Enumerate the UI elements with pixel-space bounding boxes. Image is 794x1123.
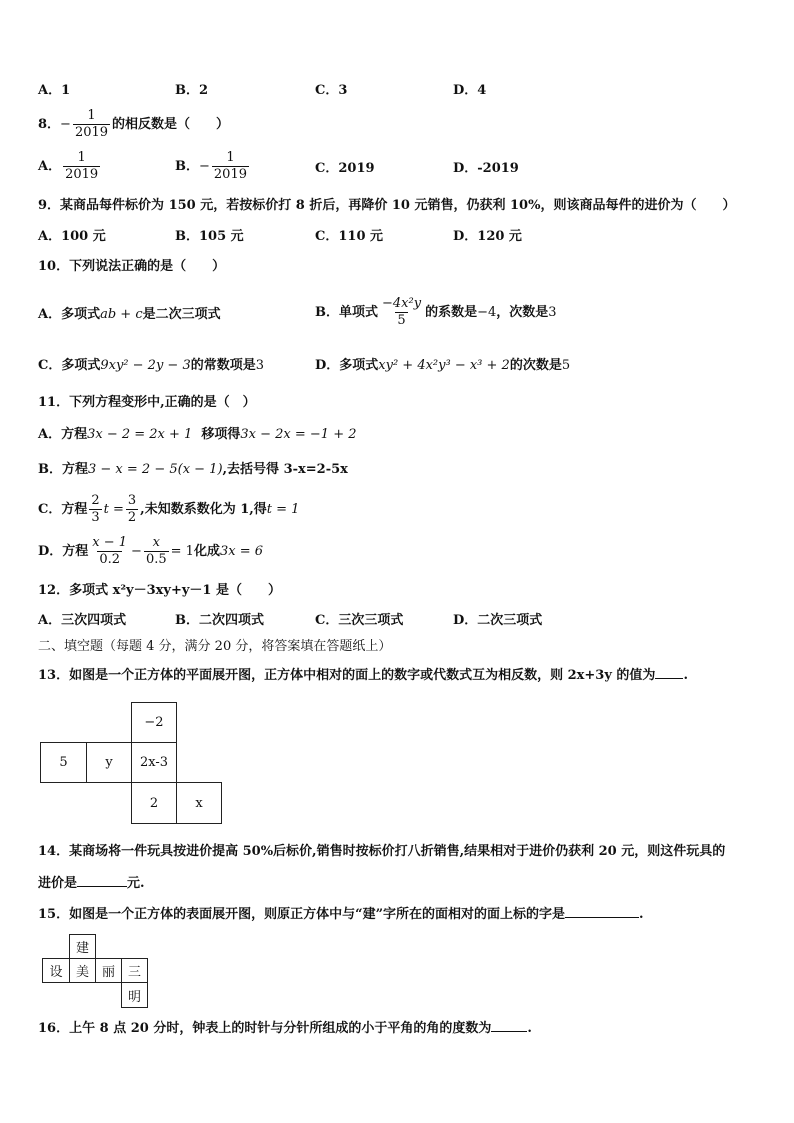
q8-option-b: B．− $\frac{1}{2019}$ bbox=[175, 150, 247, 182]
q13-cell-bottom-1: 2 bbox=[131, 782, 177, 824]
q10-option-c: C．多项式9xy² − 2y − 3的常数项是3 bbox=[38, 358, 265, 373]
q12-stem: 12．多项式 x²y－3xy+y－1 是（ ） bbox=[38, 583, 281, 598]
q12-option-d: D．二次三项式 bbox=[453, 613, 543, 628]
q7-option-b: B．2 bbox=[175, 83, 209, 98]
q7-option-c: C．3 bbox=[315, 83, 348, 98]
q15-cell-3: 丽 bbox=[95, 958, 122, 983]
q9-option-a: A．100 元 bbox=[38, 229, 106, 244]
q10-option-a: A．多项式ab + c是二次三项式 bbox=[38, 307, 221, 322]
q8-option-a: A． $\frac{1}{2019}$ bbox=[38, 150, 99, 182]
q10-option-d: D．多项式xy² + 4x²y³ − x³ + 2的次数是5 bbox=[315, 358, 571, 373]
q13-stem: 13．如图是一个正方体的平面展开图，正方体中相对的面上的数字或代数式互为相反数，则 2x+3y 的值为 . bbox=[38, 665, 688, 685]
q10-stem: 10．下列说法正确的是（ ） bbox=[38, 259, 226, 274]
q15-cell-1: 设 bbox=[42, 958, 70, 983]
q8-stem: 8．− $\frac{1}{2019}$ 的相反数是（ ） bbox=[38, 108, 230, 140]
q13-cell-bottom-2: x bbox=[176, 782, 222, 824]
q10-option-b: B．单项式 $\frac{\text{−4x²y}}{5}$ 的系数是−4，次数是3 bbox=[315, 296, 557, 328]
q7-option-d: D．4 bbox=[453, 83, 487, 98]
q11-option-b: B．方程3 − x = 2 − 5(x − 1),去括号得 3-x=2-5x bbox=[38, 462, 348, 477]
q13-cell-top: −2 bbox=[131, 702, 177, 743]
q11-option-a: A．方程3x − 2 = 2x + 1 移项得3x − 2x = −1 + 2 bbox=[38, 427, 357, 442]
q15-cell-top: 建 bbox=[69, 934, 96, 959]
q11-option-c: C．方程 $\frac{2}{3}$ t = $\frac{3}{2}$ ,未知数系数化为 1,得t = 1 bbox=[38, 493, 300, 525]
q16-answer-blank[interactable] bbox=[491, 1018, 527, 1032]
q12-option-a: A．三次四项式 bbox=[38, 613, 127, 628]
q8-option-d: D．-2019 bbox=[453, 161, 519, 176]
q9-stem: 9．某商品每件标价为 150 元，若按标价打 8 折后，再降价 10 元销售，仍获利 10%，则该商品每件的进价为（ ） bbox=[38, 198, 736, 213]
section-heading: 二、填空题（每题 4 分，满分 20 分，将答案填在答题纸上） bbox=[38, 639, 392, 654]
q15-cube-net bbox=[42, 934, 148, 1008]
q15-stem: 15．如图是一个正方体的表面展开图，则原正方体中与“建”字所在的面相对的面上标的字是 . bbox=[38, 904, 644, 924]
q13-answer-blank[interactable] bbox=[655, 665, 683, 679]
q15-cell-2: 美 bbox=[69, 958, 96, 983]
q16-stem: 16．上午 8 点 20 分时，钟表上的时针与分针所组成的小于平角的角的度数为 . bbox=[38, 1018, 532, 1038]
q13-cell-1: 5 bbox=[40, 742, 87, 783]
q9-option-c: C．110 元 bbox=[315, 229, 384, 244]
q15-answer-blank[interactable] bbox=[565, 904, 639, 918]
q11-option-d: D．方程 $\frac{x - 1}{0.2}$ − $\frac{x}{0.5}$ = 1化成3x = 6 bbox=[38, 535, 263, 567]
q15-cell-bottom: 明 bbox=[121, 982, 148, 1008]
q14-stem-line1: 14．某商场将一件玩具按进价提高 50%后标价,销售时按标价打八折销售,结果相对于进价仍获利 20 元，则这件玩具的 bbox=[38, 844, 726, 859]
q12-option-c: C．三次三项式 bbox=[315, 613, 404, 628]
q11-stem: 11．下列方程变形中,正确的是（ ） bbox=[38, 395, 256, 410]
q14-stem-line2: 进价是 元. bbox=[38, 873, 145, 893]
q9-option-b: B．105 元 bbox=[175, 229, 244, 244]
q14-answer-blank[interactable] bbox=[77, 873, 127, 887]
q12-option-b: B．二次四项式 bbox=[175, 613, 264, 628]
q9-option-d: D．120 元 bbox=[453, 229, 522, 244]
q8-option-c: C．2019 bbox=[315, 161, 375, 176]
q13-cell-2: y bbox=[86, 742, 132, 783]
q13-cell-3: 2x-3 bbox=[131, 742, 177, 783]
q7-option-a: A．1 bbox=[38, 83, 71, 98]
q13-cube-net bbox=[40, 702, 224, 824]
q15-cell-4: 三 bbox=[121, 958, 148, 983]
